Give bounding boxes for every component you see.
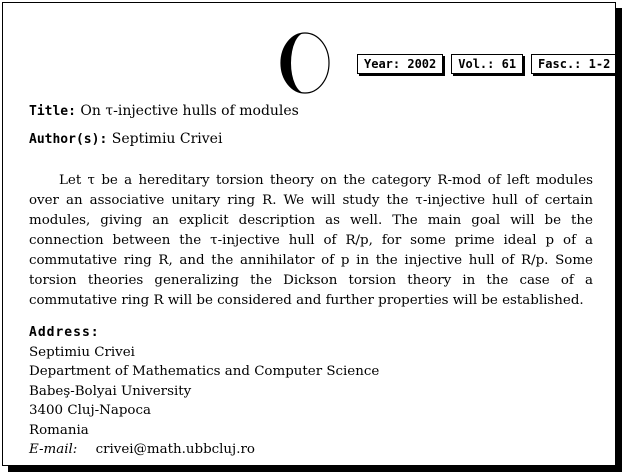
address-line: Romania bbox=[29, 422, 89, 438]
address-label: Address: bbox=[29, 325, 100, 340]
issue-badges bbox=[357, 54, 617, 74]
authors-label: Author(s): bbox=[29, 132, 108, 147]
year-badge: Year: 2002 bbox=[357, 54, 443, 74]
address-line: Department of Mathematics and Computer Science bbox=[29, 364, 380, 379]
address-block bbox=[29, 323, 379, 460]
address-line: Septimiu Crivei bbox=[29, 344, 135, 360]
title-line bbox=[29, 103, 299, 119]
article-card bbox=[2, 2, 616, 466]
article-title: On τ-injective hulls of modules bbox=[80, 103, 299, 119]
abstract-text: Let τ be a hereditary torsion theory on the category R-mod of left modules over an associative unitary ring R. We will study the τ-injective hull of certain modules, giving an explicit description as well. The main goal will be the connection between the τ-injective hull of R/p, for some prime ideal p of a commutative ring R, and the annihilator of p in the injective hull of R/p. Some torsion theories generalizing the Dickson torsion theory in the case of a commutative ring R will be considered and further properties will be established. bbox=[29, 173, 593, 308]
address-line: 3400 Cluj-Napoca bbox=[29, 403, 151, 418]
title-label: Title: bbox=[29, 104, 76, 119]
article-authors: Septimiu Crivei bbox=[111, 131, 223, 147]
moon-logo-icon bbox=[279, 31, 331, 95]
address-line: Babeş-Bolyai University bbox=[29, 383, 192, 399]
volume-badge: Vol.: 61 bbox=[451, 54, 523, 74]
email-address: crivei@math.ubbcluj.ro bbox=[95, 442, 255, 457]
email-label: E-mail: bbox=[29, 442, 78, 457]
fascicle-badge: Fasc.: 1-2 bbox=[531, 54, 617, 74]
author-line bbox=[29, 131, 222, 147]
email-line bbox=[29, 440, 379, 460]
